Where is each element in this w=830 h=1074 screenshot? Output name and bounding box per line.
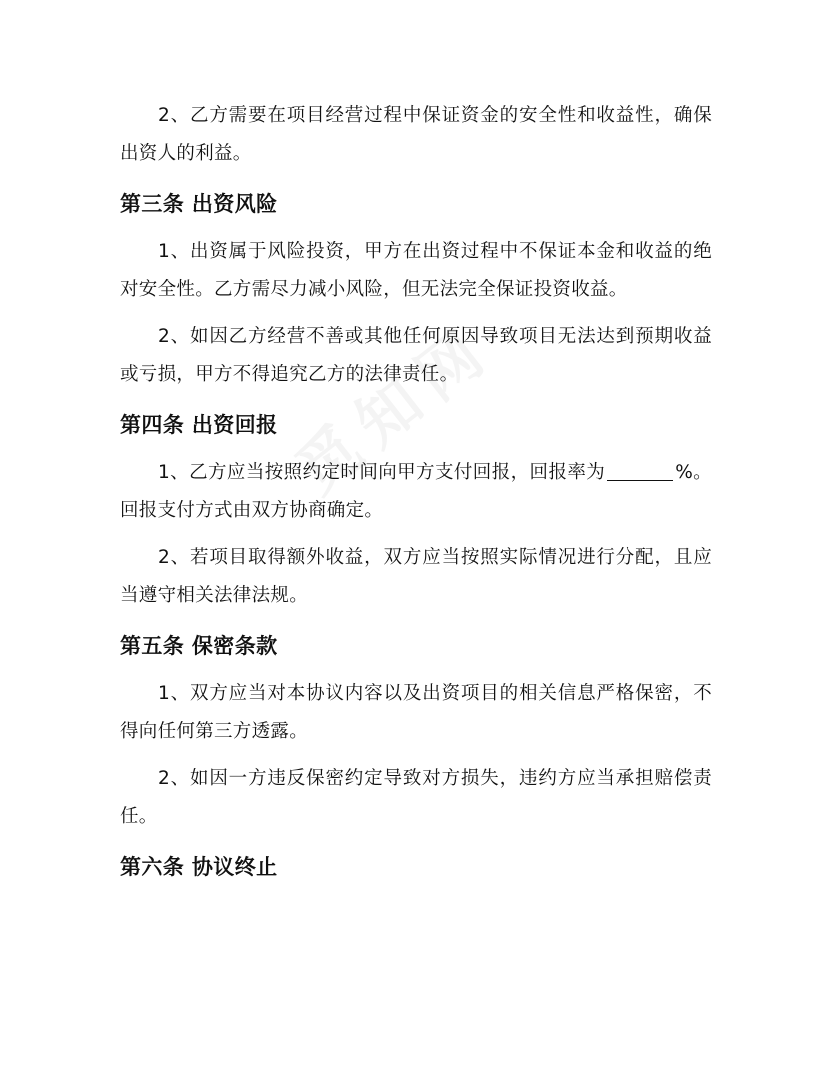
clause-4-paragraph-1 — [120, 454, 712, 530]
clause-3-paragraph-1: 1、出资属于风险投资，甲方在出资过程中不保证本金和收益的绝对安全性。乙方需尽力减小风险，但无法完全保证投资收益。 — [120, 241, 712, 300]
clause-5-paragraph-1: 1、双方应当对本协议内容以及出资项目的相关信息严格保密，不得向任何第三方透露。 — [120, 683, 712, 742]
document-body — [120, 97, 712, 886]
section-4-title: 第四条 出资回报 — [120, 413, 278, 437]
return-rate-blank — [607, 460, 673, 481]
clause-4-text-after-blank: %。回报支付方式由双方协商确定。 — [120, 462, 712, 521]
clause-2-paragraph-2: 2、乙方需要在项目经营过程中保证资金的安全性和收益性，确保出资人的利益。 — [120, 105, 712, 164]
section-3-title: 第三条 出资风险 — [120, 192, 278, 216]
clause-3-paragraph-2: 2、如因乙方经营不善或其他任何原因导致项目无法达到预期收益或亏损，甲方不得追究乙方的法律责任。 — [120, 326, 712, 385]
section-5-title: 第五条 保密条款 — [120, 634, 278, 658]
clause-4-text-before-blank: 1、乙方应当按照约定时间向甲方支付回报，回报率为 — [158, 462, 606, 483]
clause-5-paragraph-2: 2、如因一方违反保密约定导致对方损失，违约方应当承担赔偿责任。 — [120, 768, 712, 827]
clause-4-paragraph-2: 2、若项目取得额外收益，双方应当按照实际情况进行分配，且应当遵守相关法律法规。 — [120, 547, 712, 606]
section-6-title: 第六条 协议终止 — [120, 855, 278, 879]
